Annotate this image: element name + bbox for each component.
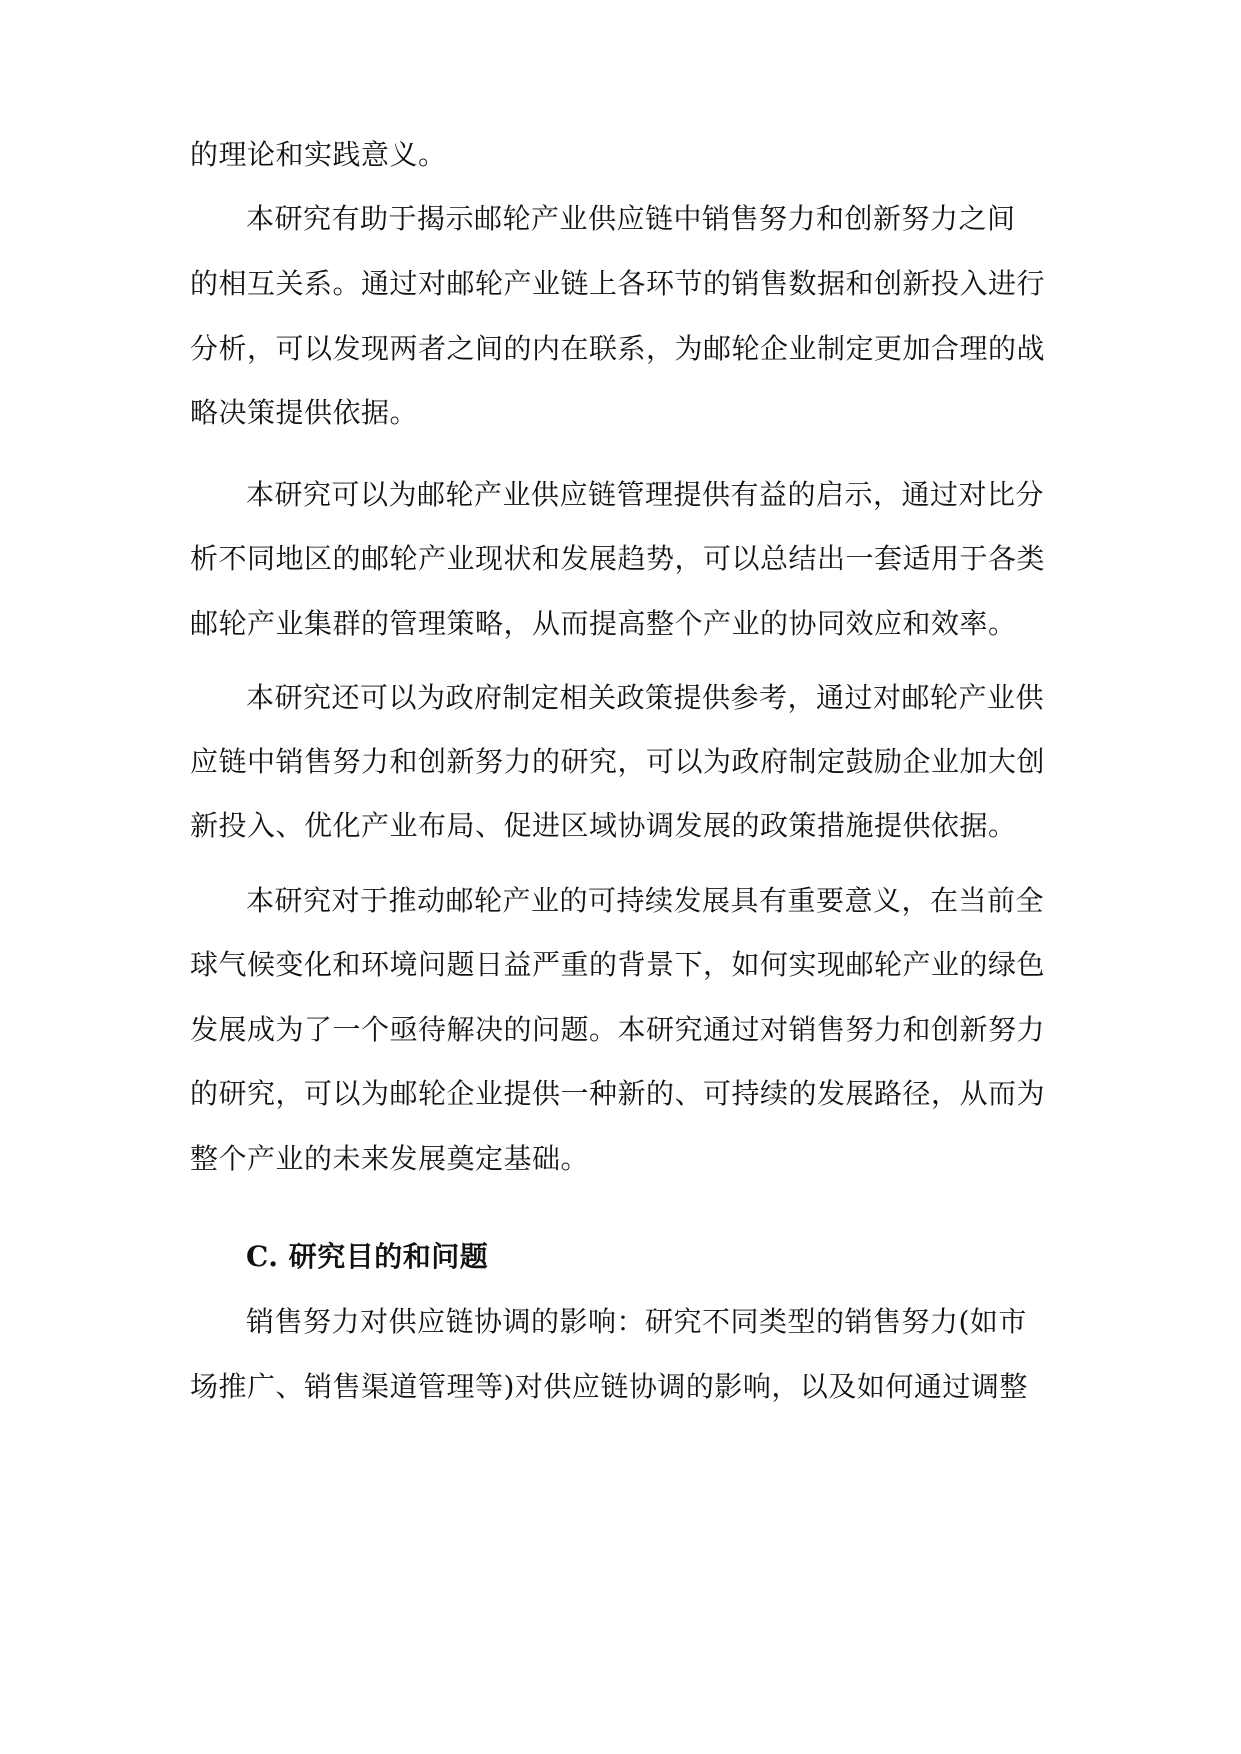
paragraph-line: 新投入、优化产业布局、促进区域协调发展的政策措施提供依据。 — [190, 809, 1017, 842]
paragraph-line: 的相互关系。通过对邮轮产业链上各环节的销售数据和创新投入进行 — [190, 267, 1046, 300]
paragraph-line: 分析，可以发现两者之间的内在联系，为邮轮企业制定更加合理的战 — [190, 332, 1046, 365]
paragraph-line: 本研究还可以为政府制定相关政策提供参考，通过对邮轮产业供 — [246, 681, 1045, 714]
paragraph-line: 整个产业的未来发展奠定基础。 — [190, 1142, 590, 1175]
paragraph-line: 析不同地区的邮轮产业现状和发展趋势，可以总结出一套适用于各类 — [190, 542, 1046, 575]
paragraph-line: 本研究有助于揭示邮轮产业供应链中销售努力和创新努力之间 — [246, 202, 1016, 235]
paragraph-line: 的研究，可以为邮轮企业提供一种新的、可持续的发展路径，从而为 — [190, 1077, 1046, 1110]
paragraph-line: 本研究可以为邮轮产业供应链管理提供有益的启示，通过对比分 — [246, 478, 1045, 511]
paragraph-line: 应链中销售努力和创新努力的研究，可以为政府制定鼓励企业加大创 — [190, 745, 1046, 778]
paragraph-line: 的理论和实践意义。 — [190, 138, 447, 171]
paragraph-line: 球气候变化和环境问题日益严重的背景下，如何实现邮轮产业的绿色 — [190, 948, 1046, 981]
paragraph-line: 邮轮产业集群的管理策略，从而提高整个产业的协同效应和效率。 — [190, 607, 1017, 640]
paragraph-line: 销售努力对供应链协调的影响：研究不同类型的销售努力(如市 — [246, 1305, 1027, 1338]
paragraph-line: 场推广、销售渠道管理等)对供应链协调的影响，以及如何通过调整 — [190, 1370, 1028, 1403]
paragraph-line: 本研究对于推动邮轮产业的可持续发展具有重要意义，在当前全 — [246, 884, 1045, 917]
section-heading: C. 研究目的和问题 — [246, 1240, 489, 1273]
paragraph-line: 发展成为了一个亟待解决的问题。本研究通过对销售努力和创新努力 — [190, 1013, 1046, 1046]
paragraph-line: 略决策提供依据。 — [190, 396, 419, 429]
